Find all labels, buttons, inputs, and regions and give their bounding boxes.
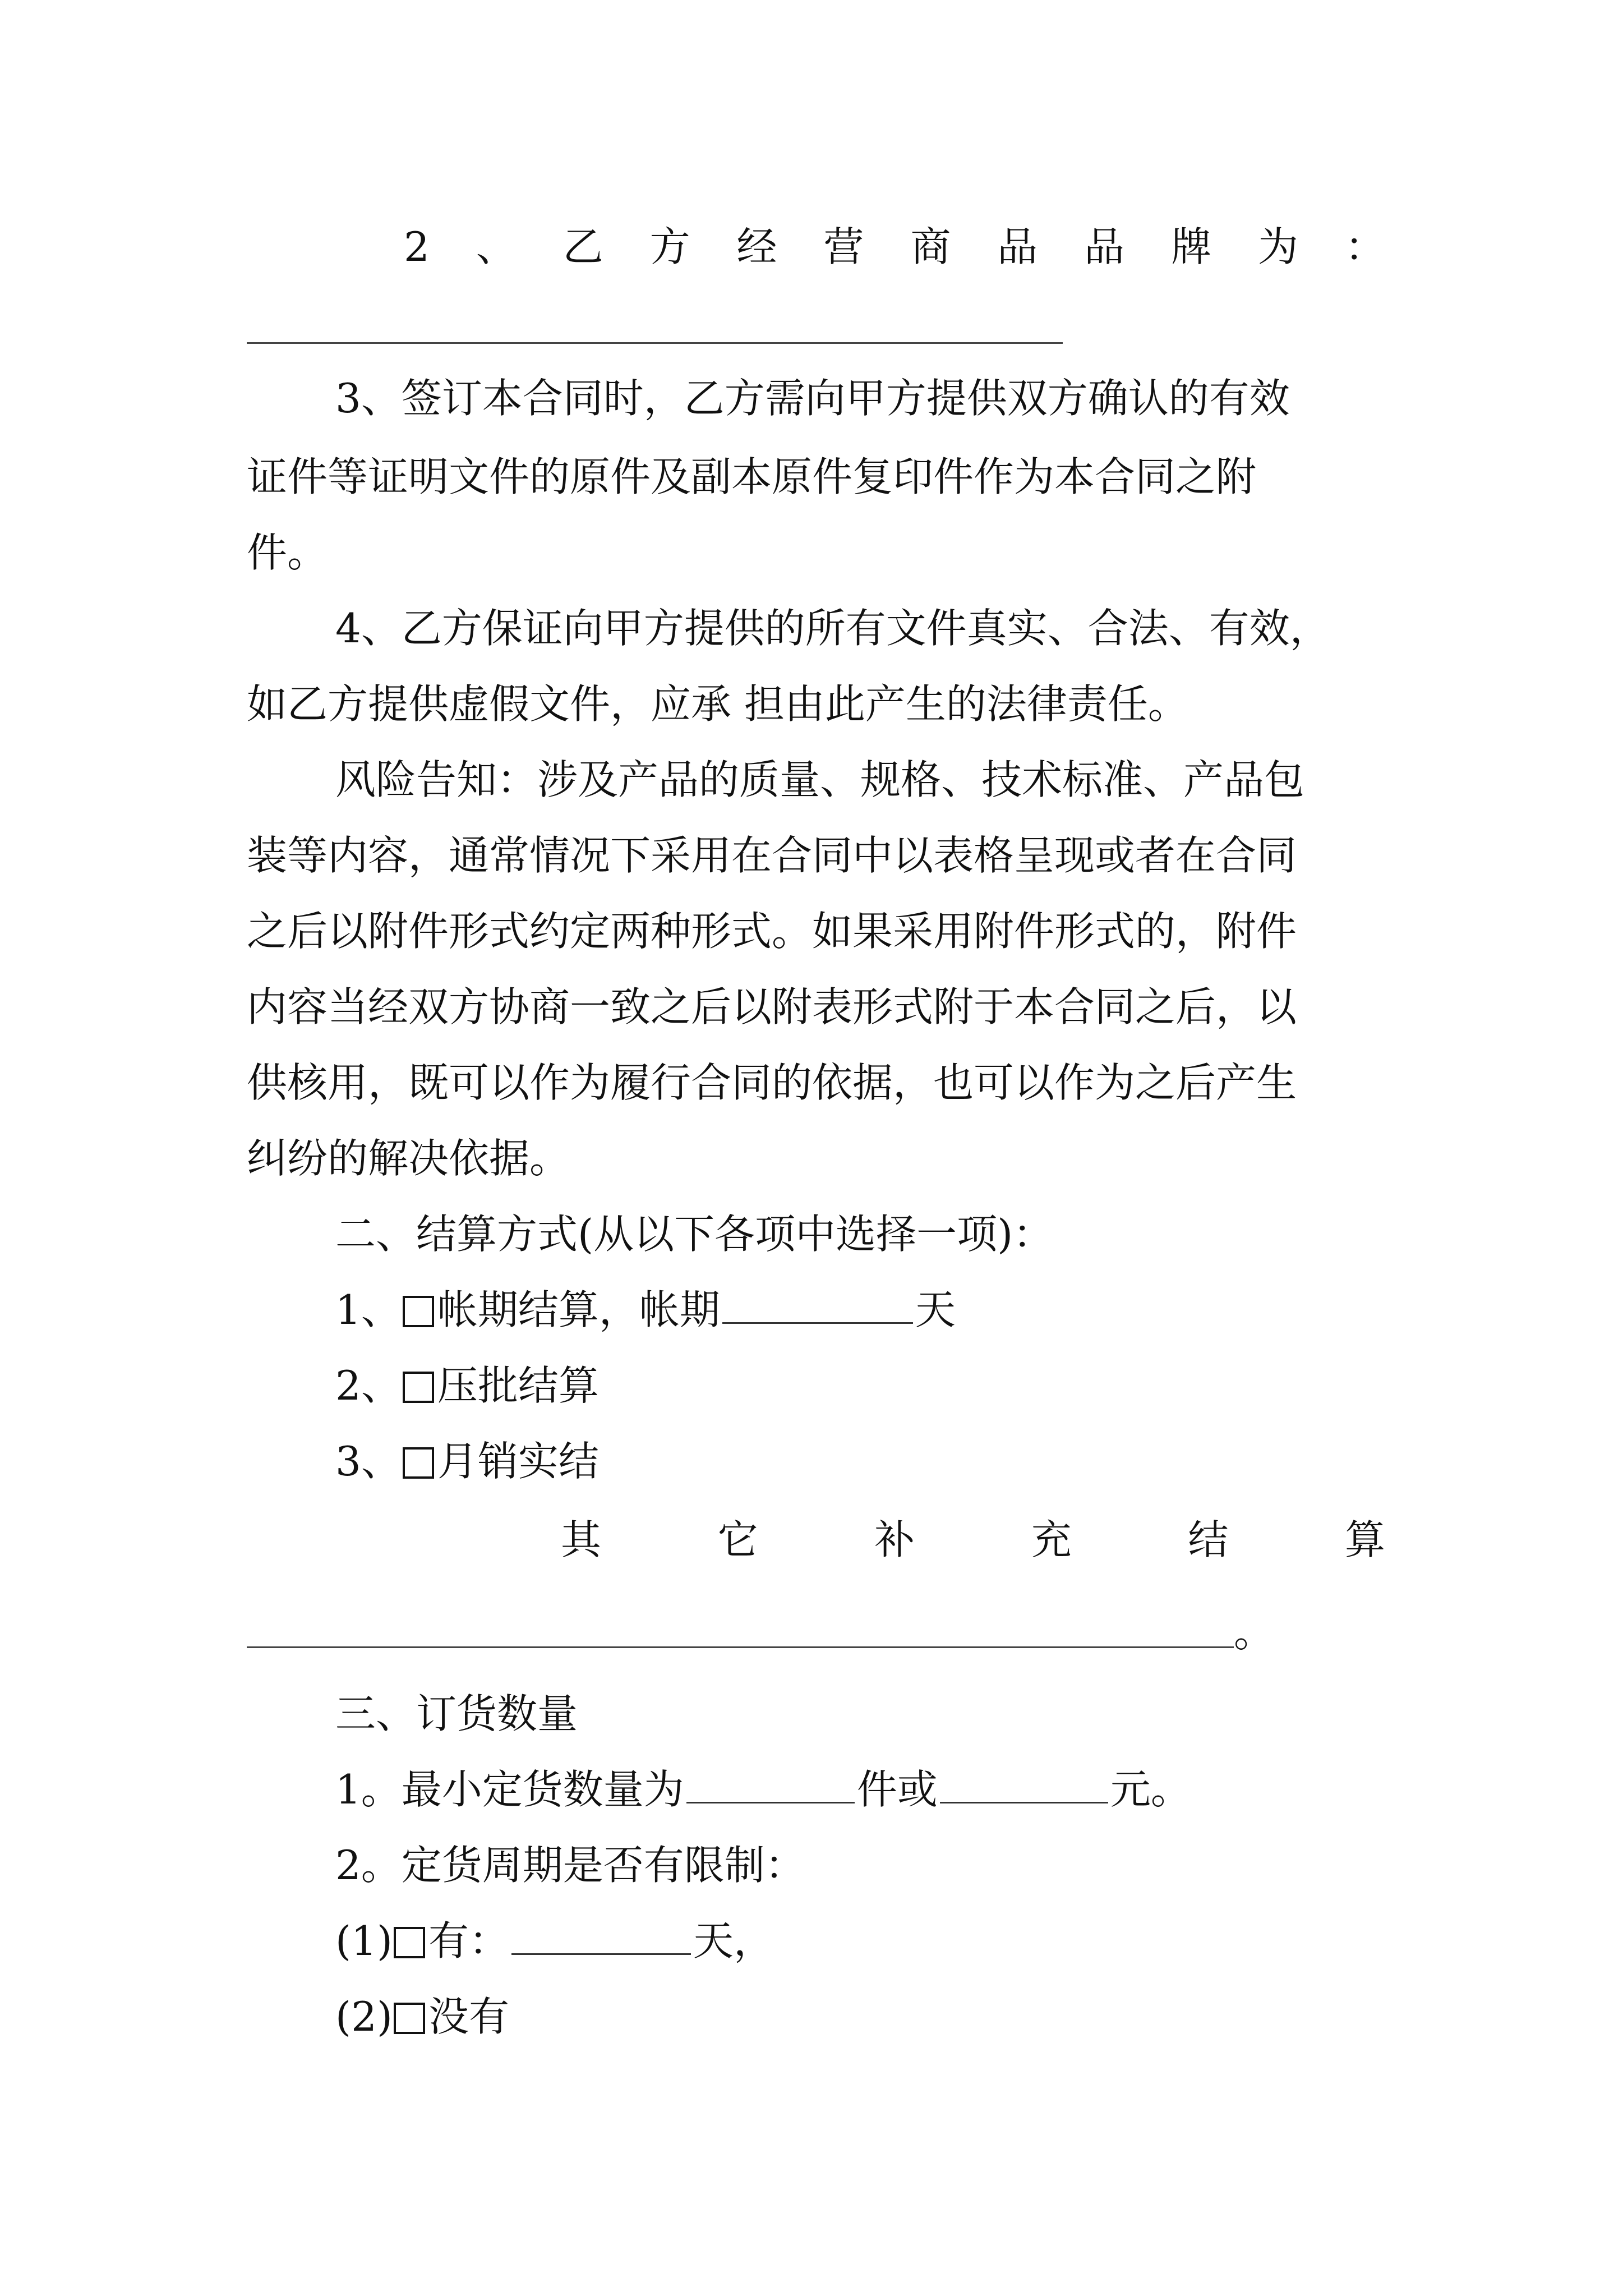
fill-blank[interactable] bbox=[722, 1289, 913, 1324]
quantity-line bbox=[335, 1761, 1385, 1818]
char: 充 bbox=[1031, 1516, 1072, 1563]
settlement-blank-line bbox=[247, 1646, 1234, 1648]
char: 、 bbox=[476, 223, 517, 270]
char: 品 bbox=[1084, 223, 1125, 270]
other-settlement-line bbox=[561, 1512, 1385, 1568]
checkbox[interactable] bbox=[394, 2003, 425, 2034]
option-label: 没有 bbox=[428, 1993, 510, 2040]
option-number: (2) bbox=[335, 1993, 393, 2040]
char: 牌 bbox=[1171, 223, 1212, 270]
char: 它 bbox=[717, 1516, 758, 1563]
paragraph-line: 内容当经双方协商一致之后以附表形式附于本合同之后，以 bbox=[247, 983, 1297, 1030]
paragraph-line: 风险告知：涉及产品的质量、规格、技术标准、产品包 bbox=[335, 756, 1305, 803]
paragraph-line: 供核用，既可以作为履行合同的依据，也可以作为之后产生 bbox=[247, 1059, 1297, 1106]
checkbox[interactable] bbox=[403, 1372, 434, 1403]
char: ： bbox=[1344, 223, 1385, 270]
label: 1。最小定货数量为 bbox=[335, 1766, 684, 1813]
char: 商 bbox=[910, 223, 951, 270]
fill-blank[interactable] bbox=[511, 1920, 691, 1955]
option-unit: 天 bbox=[915, 1286, 956, 1333]
option-unit: 天， bbox=[693, 1917, 774, 1964]
checkbox[interactable] bbox=[394, 1927, 425, 1958]
option-line bbox=[335, 1358, 1385, 1414]
section-heading: 三、订货数量 bbox=[335, 1690, 578, 1737]
option-label: 帐期结算，帐期 bbox=[437, 1286, 720, 1333]
char: 方 bbox=[649, 223, 690, 270]
paragraph-line: 证件等证明文件的原件及副本原件复印件作为本合同之附 bbox=[247, 453, 1257, 500]
paragraph-line: 2。定货周期是否有限制： bbox=[335, 1842, 805, 1889]
paragraph-line: 装等内容，通常情况下采用在合同中以表格呈现或者在合同 bbox=[247, 832, 1297, 879]
paragraph-line: 3、签订本合同时，乙方需向甲方提供双方确认的有效 bbox=[335, 375, 1290, 422]
checkbox[interactable] bbox=[403, 1447, 434, 1479]
option-number: (1) bbox=[335, 1917, 393, 1964]
char: 其 bbox=[561, 1516, 602, 1563]
option-line bbox=[335, 1282, 1385, 1338]
option-label: 压批结算 bbox=[437, 1362, 599, 1409]
char: 补 bbox=[874, 1516, 915, 1563]
char: 乙 bbox=[562, 223, 603, 270]
paragraph-line: 如乙方提供虚假文件，应承 担由此产生的法律责任。 bbox=[247, 680, 1188, 728]
option-line bbox=[335, 1913, 1385, 1969]
char: 算 bbox=[1344, 1516, 1385, 1563]
paragraph-line: 之后以附件形式约定两种形式。如果采用附件形式的，附件 bbox=[247, 908, 1297, 955]
label: 件或 bbox=[856, 1766, 938, 1813]
option-number: 3、 bbox=[335, 1438, 402, 1485]
paragraph-line: 纠纷的解决依据。 bbox=[247, 1135, 570, 1182]
option-label: 有： bbox=[428, 1917, 510, 1964]
char: 经 bbox=[736, 223, 777, 270]
brand-line bbox=[404, 219, 1385, 275]
option-number: 1、 bbox=[335, 1286, 402, 1333]
char: 营 bbox=[823, 223, 864, 270]
sentence-end: 。 bbox=[1234, 1609, 1275, 1656]
option-label: 月销实结 bbox=[437, 1438, 599, 1485]
char: 品 bbox=[997, 223, 1038, 270]
checkbox[interactable] bbox=[403, 1296, 434, 1327]
paragraph-line: 件。 bbox=[247, 529, 328, 576]
char: 为 bbox=[1258, 223, 1299, 270]
option-line bbox=[335, 1433, 1385, 1489]
char: 结 bbox=[1188, 1516, 1229, 1563]
paragraph-line: 4、乙方保证向甲方提供的所有文件真实、合法、有效， bbox=[335, 605, 1330, 652]
option-number: 2、 bbox=[335, 1362, 402, 1409]
char: 2 bbox=[404, 223, 430, 270]
fill-blank[interactable] bbox=[686, 1768, 855, 1803]
fill-blank[interactable] bbox=[940, 1768, 1108, 1803]
section-heading: 二、结算方式(从以下各项中选择一项)： bbox=[335, 1211, 1054, 1258]
label: 元。 bbox=[1110, 1766, 1191, 1813]
brand-blank-line bbox=[247, 342, 1063, 344]
option-line bbox=[335, 1989, 1385, 2045]
